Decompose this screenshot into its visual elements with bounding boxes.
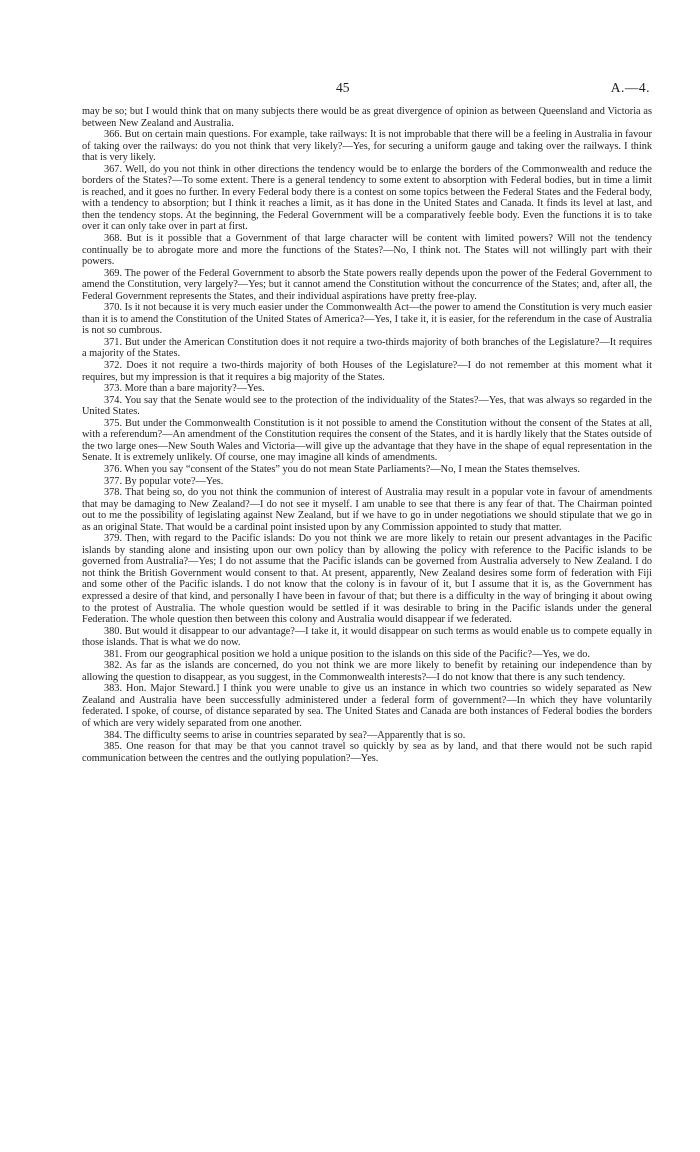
paragraph-367: 367. Well, do you not think in other directions the tendency would be to enlarge the borders of the Commonwealth and reduce the borders of the States?—To some extent. There is a general tendency to some extent to absorption with Federal bodies, but in time a limit is reached, and it goes no further. In every Federal body there is a contest on some topics between the Federal States and the Federal body, with a tendency to absorption; but I think it reaches a limit, as it has done in the United States and Canada. It finds its level at last, and then the tendency stops. At the beginning, the Federal Government will be a comparatively feeble body. Even the functions it is to take over it can only take over in part at first. [82, 163, 652, 233]
paragraph-375: 375. But under the Commonwealth Constitution is it not possible to amend the Constitution without the consent of the States at all, with a referendum?—An amendment of the Constitution requires the consent of the States, and it is hardly likely that the States outside of the two large ones—New South Wales and Victoria—will give up the advantage that they have in the shape of equal representation in the Senate. It is extremely unlikely. Of course, one may imagine all kinds of amendments. [82, 417, 652, 464]
evidence-text [82, 106, 652, 764]
paragraph-378: 378. That being so, do you not think the communion of interest of Australia may result in a popular vote in favour of amendments that may be damaging to New Zealand?—I do not see it myself. I am unable to see that there is any fear of that. The Chairman pointed out to me the possibility of legislating against New Zealand, but if we have to go in under negotiations we should stipulate that we go in as an original State. That would be a cardinal point insisted upon by any Commission appointed to study that matter. [82, 487, 652, 533]
paragraph-383: 383. Hon. Major Steward.] I think you were unable to give us an instance in which two countries so widely separated as New Zealand and Australia have been successfully administered under a federal form of government?—In which they have voluntarily federated. I spoke, of course, of distance separated by sea. The United States and Canada are both instances of Federal bodies the borders of which are very widely separated from one another. [82, 683, 652, 729]
document-reference: A.—4. [610, 80, 650, 95]
paragraph-366: 366. But on certain main questions. For example, take railways: It is not improbable that there will be a feeling in Australia in favour of taking over the railways: do you not think that very likely?—Yes, for securing a uniform gauge and taking over the railways. I think that is very likely. [82, 129, 652, 164]
paragraph-371: 371. But under the American Constitution does it not require a two-thirds majority of both branches of the Legislature?—It requires a majority of the States. [82, 336, 652, 360]
page-number: 45 [336, 80, 350, 95]
paragraph-379: 379. Then, with regard to the Pacific islands: Do you not think we are more likely to retain our present advantages in the Pacific islands by standing alone and insisting upon our own policy than by allowing the policy with reference to the Pacific islands to be governed from Australia?—Yes; I do not assume that the Pacific islands can be governed from Australia adversely to New Zealand. I do not think the British Government would consent to that. At present, apparently, New Zealand desires some form of federation with Fiji and some other of the Pacific islands. I do not know that the colony is in favour of it, but I assume that it is, as the Government has expressed a desire of that kind, and personally I have been in favour of that; but there is a difficulty in the way of bringing it about owing to the protest of Australia. The whole question would be settled if it was desirable to bring in the Pacific islands under the general Federation. The whole question then between this colony and Australia would disappear if we federated. [82, 533, 652, 626]
paragraph-381: 381. From our geographical position we hold a unique position to the islands on this side of the Pacific?—Yes, we do. [104, 648, 590, 660]
paragraph-385: 385. One reason for that may be that you cannot travel so quickly by sea as by land, and that there would not be such rapid communication between the centres and the outlying population?—Yes. [82, 741, 652, 764]
paragraph-continuation: may be so; but I would think that on many subjects there would be as great divergence of opinion as between Queensland and Victoria as between New Zealand and Australia. [82, 106, 652, 129]
paragraph-370: 370. Is it not because it is very much easier under the Commonwealth Act—the power to amend the Constitution is very much easier than it is to amend the Constitution of the United States of America?—Yes, I take it, it is easier, for the referendum in the case of Australia is not so cumbrous. [82, 302, 652, 337]
paragraph-382: 382. As far as the islands are concerned, do you not think we are more likely to benefit by retaining our independence than by allowing the question to disappear, as you suggest, in the Commonwealth interests?—I do not know that there is any such tendency. [82, 660, 652, 683]
paragraph-373: 373. More than a bare majority?—Yes. [104, 383, 265, 395]
paragraph-372: 372. Does it not require a two-thirds majority of both Houses of the Legislature?—I do not remember at this moment what it requires, but my impression is that it requires a big majority of the States. [82, 360, 652, 383]
paragraph-374: 374. You say that the Senate would see to the protection of the individuality of the States?—Yes, that was always so regarded in the United States. [82, 394, 652, 418]
paragraph-376: 376. When you say “consent of the States” you do not mean State Parliaments?—No, I mean the States themselves. [104, 463, 580, 475]
paragraph-377: 377. By popular vote?—Yes. [104, 475, 224, 487]
page-header [0, 80, 700, 98]
paragraph-368: 368. But is it possible that a Government of that large character will be content with limited powers? Will not the tendency continually be to abrogate more and more the functions of the States?—No, I think not. The States will not willingly part with their powers. [82, 233, 652, 268]
paragraph-384: 384. The difficulty seems to arise in countries separated by sea?—Apparently that is so. [104, 729, 466, 741]
paragraph-369: 369. The power of the Federal Government to absorb the State powers really depends upon the power of the Federal Government to amend the Constitution, very largely?—Yes; but it cannot amend the Constitution without the concurrence of the States; and, after all, the Federal Government represents the States, and their individual aspirations have pretty free-play. [82, 267, 652, 302]
paragraph-380: 380. But would it disappear to our advantage?—I take it, it would disappear on such terms as would enable us to compete equally in those islands. That is what we do now. [82, 625, 652, 649]
